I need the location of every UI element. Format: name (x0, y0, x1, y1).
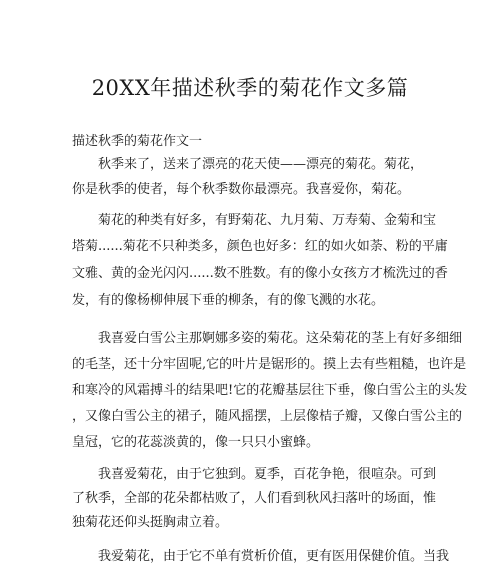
paragraph-2-line-3: 文雅、黄的金光闪闪......数不胜数。有的像小女孩方才梳洗过的香 (72, 266, 448, 281)
paragraph-3-line-4: ，又像白雪公主的裙子，随风摇摆，上层像桔子瓣，又像白雪公主的 (72, 409, 463, 424)
page-title: 20XX年描述秋季的菊花作文多篇 (91, 76, 409, 100)
paragraph-1-line-2: 你是秋季的使者，每个秋季数你最漂亮。我喜爱你，菊花。 (72, 182, 411, 197)
paragraph-2-line-2: 塔菊......菊花不只种类多，颜色也好多：红的如火如荼、粉的平庸 (72, 239, 448, 254)
paragraph-4-line-1: 我喜爱菊花，由于它独到。夏季，百花争艳，很喧杂。可到 (98, 467, 437, 482)
section-heading: 描述秋季的菊花作文一 (72, 134, 203, 149)
paragraph-1-line-1: 秋季来了，送来了漂亮的花天使——漂亮的菊花。菊花， (98, 157, 424, 172)
paragraph-3-line-3: 和寒冷的风霜搏斗的结果吧!它的花瓣基层往下垂，像白雪公主的头发 (72, 383, 468, 398)
paragraph-3-line-5: 皇冠，它的花蕊淡黄的，像一只只小蜜蜂。 (72, 435, 320, 450)
paragraph-2-line-1: 菊花的种类有好多，有野菊花、九月菊、万寿菊、金菊和宝 (98, 213, 437, 228)
paragraph-3-line-2: 的毛茎，还十分牢固呢,它的叶片是锯形的。摸上去有些粗糙，也许是 (72, 357, 467, 372)
paragraph-5-line-1: 我爱菊花，由于它不单有赏析价值，更有医用保健价值。当我 (98, 549, 450, 564)
paragraph-2-line-4: 发，有的像杨柳伸展下垂的柳条，有的像飞溅的水花。 (72, 293, 385, 308)
paragraph-4-line-3: 独菊花还仰头挺胸肃立着。 (72, 515, 229, 530)
paragraph-4-line-2: 了秋季，全部的花朵都枯败了，人们看到秋风扫落叶的场面，惟 (72, 491, 437, 506)
paragraph-3-line-1: 我喜爱白雪公主那婀娜多姿的菊花。这朵菊花的茎上有好多细细 (98, 331, 463, 346)
